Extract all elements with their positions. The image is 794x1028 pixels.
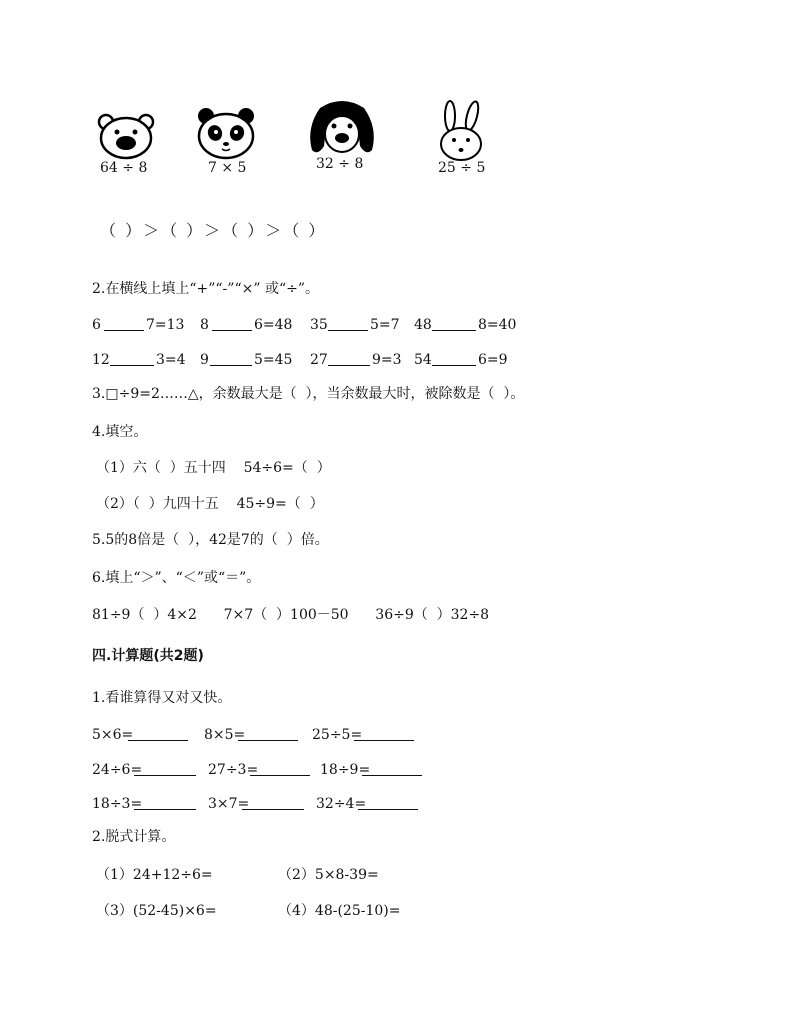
section4-q2-title: 2.脱式计算。 <box>92 829 176 845</box>
rabbit-figure <box>434 100 494 182</box>
fill-blank[interactable] <box>432 351 476 366</box>
dog-figure <box>306 98 378 178</box>
q4-title: 4.填空。 <box>92 424 148 440</box>
dog-expression: 32 ÷ 8 <box>316 156 364 172</box>
panda-figure <box>196 106 260 180</box>
panda-expression: 7 × 5 <box>208 160 247 176</box>
bear-figure <box>96 110 160 180</box>
step-calc-1: （1）24+12÷6= <box>96 867 213 883</box>
fill-blank[interactable] <box>104 316 144 331</box>
fill-blank[interactable] <box>328 316 368 331</box>
answer-blank[interactable] <box>250 761 310 776</box>
step-calc-2: （2）5×8-39= <box>278 867 379 883</box>
rabbit-expression: 25 ÷ 5 <box>438 160 486 176</box>
fill-blank[interactable] <box>210 351 252 366</box>
order-blanks: （ ）＞（ ）＞（ ）＞（ ） <box>100 221 327 240</box>
answer-blank[interactable] <box>238 726 298 741</box>
dog-icon <box>306 98 378 158</box>
q6-comparisons: 81÷9（ ）4×2 7×7（ ）100－50 36÷9（ ）32÷8 <box>92 607 490 623</box>
q4-item-2: （2）（ ）九四十五 45÷9=（ ） <box>96 496 324 512</box>
q6-title: 6.填上“＞”、“＜”或“＝”。 <box>92 570 261 586</box>
section4-heading: 四.计算题(共2题) <box>92 648 204 664</box>
rabbit-icon <box>434 100 488 162</box>
q2-title: 2.在横线上填上“+”“-”“×” 或“÷”。 <box>92 281 319 297</box>
answer-blank[interactable] <box>128 726 188 741</box>
answer-blank[interactable] <box>134 795 196 810</box>
answer-blank[interactable] <box>354 726 414 741</box>
fill-blank[interactable] <box>432 316 476 331</box>
section4-q1-title: 1.看谁算得又对又快。 <box>92 690 232 706</box>
step-calc-4: （4）48-(25-10)= <box>278 903 401 919</box>
step-calc-3: （3）(52-45)×6= <box>96 903 217 919</box>
q4-item-1: （1）六（ ）五十四 54÷6=（ ） <box>96 460 331 476</box>
fill-blank[interactable] <box>212 316 252 331</box>
worksheet-page: 64 ÷ 8 7 × 5 32 ÷ 8 25 ÷ 5 （ ）＞（ ）＞（ ）＞（ ） 2.在横线上填上“+”“-”“×” 或“÷”。 6 7=13 8 6=48 35 5=7 48 8=40 12 3=4 9 5=45 27 9=3 54 6=9 3.□÷9=2……△，余数最大是（ ），当余数最大时，被除数是（ ）。 4.填空。 （1）六（ ）五十四 54÷6=（ ） （2）（ ）九四十五 45÷9=（ ） 5.5的8倍是（ ），42是7的（ ）倍。 6.填上“＞”、“＜”或“＝”。 81÷9（ ）4×2 7×7（ ）100－50 36÷9（ ）32÷8 四.计算题(共2题) 1.看谁算得又对又快。 5×6= 8×5= 25÷5= 24÷6= 27÷3= 18÷9= 18÷3= 3×7= 32÷4= 2.脱式计算。 （1）24+12÷6= （2）5×8-39= （3）(52-45)×6= （4）48-(25-10)= <box>0 0 794 1028</box>
q5: 5.5的8倍是（ ），42是7的（ ）倍。 <box>92 532 329 548</box>
fill-blank[interactable] <box>110 351 154 366</box>
q3: 3.□÷9=2……△，余数最大是（ ），当余数最大时，被除数是（ ）。 <box>92 386 525 402</box>
bear-icon <box>96 110 160 160</box>
bear-expression: 64 ÷ 8 <box>100 160 148 176</box>
panda-icon <box>196 106 258 160</box>
answer-blank[interactable] <box>242 795 304 810</box>
answer-blank[interactable] <box>362 761 422 776</box>
answer-blank[interactable] <box>358 795 418 810</box>
fill-blank[interactable] <box>328 351 370 366</box>
answer-blank[interactable] <box>134 761 196 776</box>
